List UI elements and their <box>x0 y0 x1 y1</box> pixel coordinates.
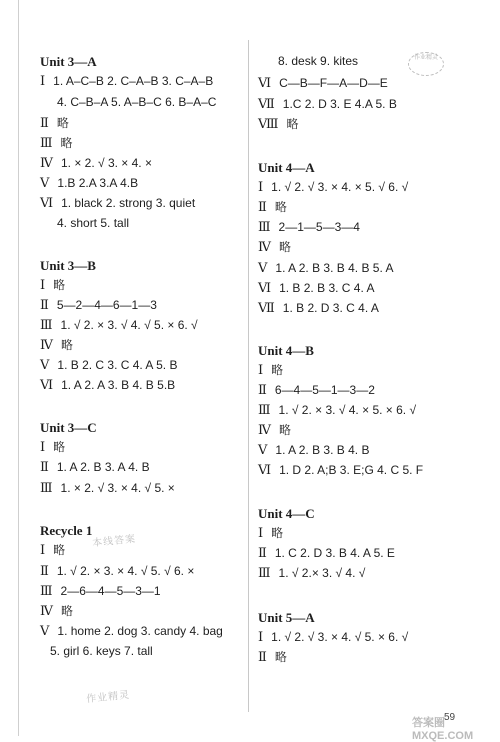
answer-text: C—B—F—A—D—E <box>279 76 388 90</box>
r1-part5-line1 <box>40 624 223 638</box>
r1-part1 <box>40 543 65 557</box>
r1-part4 <box>40 604 73 618</box>
answer-text: 略 <box>279 240 292 254</box>
answer-text: 1. A 2. A 3. B 4. B 5.B <box>61 378 176 392</box>
u4a-part7 <box>258 301 379 315</box>
answer-text: 1. √ 2. × 3. √ 4. √ 5. × 6. √ <box>60 318 198 332</box>
r1-part3 <box>40 584 161 598</box>
roman-numeral: Ⅴ <box>258 260 268 275</box>
answer-text: 1. black 2. strong 3. quiet <box>61 196 196 210</box>
answer-text: 略 <box>274 650 287 664</box>
roman-numeral: Ⅷ <box>258 116 279 131</box>
u4b-part1 <box>258 363 283 377</box>
roman-numeral: Ⅲ <box>40 135 53 150</box>
u3a-part2 <box>40 116 69 130</box>
u4a-part3 <box>258 220 360 234</box>
page-binding-edge <box>18 0 19 736</box>
roman-numeral: Ⅲ <box>40 317 53 332</box>
cont-part6 <box>258 76 388 90</box>
watermark-stamp <box>408 52 444 76</box>
roman-numeral: Ⅱ <box>40 459 49 474</box>
unit-5a-title: Unit 5—A <box>258 610 315 625</box>
u3a-part4 <box>40 156 152 170</box>
u4a-part6 <box>258 281 374 295</box>
roman-numeral: Ⅴ <box>40 357 50 372</box>
roman-numeral: Ⅰ <box>40 439 46 454</box>
u3b-part3 <box>40 318 198 332</box>
u4b-part5 <box>258 443 369 457</box>
answer-text: 略 <box>61 338 74 352</box>
answer-text: 1. × 2. √ 3. × 4. √ 5. × <box>60 481 175 495</box>
roman-numeral: Ⅰ <box>258 362 264 377</box>
roman-numeral: Ⅳ <box>40 155 53 170</box>
u5a-part2 <box>258 650 287 664</box>
u4b-part3 <box>258 403 416 417</box>
recycle-1-title: Recycle 1 <box>40 523 93 538</box>
roman-numeral: Ⅱ <box>40 115 49 130</box>
answer-text: 1.C 2. D 3. E 4.A 5. B <box>282 97 397 111</box>
answer-text: 1. A 2. B 3. B 4. B <box>275 443 370 457</box>
roman-numeral: Ⅵ <box>258 280 272 295</box>
u3b-part6 <box>40 378 175 392</box>
roman-numeral: Ⅱ <box>40 297 49 312</box>
roman-numeral: Ⅳ <box>258 239 271 254</box>
roman-numeral: Ⅰ <box>258 525 264 540</box>
u3c-part3 <box>40 481 175 495</box>
u3a-part1-line2: 4. C–B–A 5. A–B–C 6. B–A–C <box>57 95 217 109</box>
roman-numeral: Ⅱ <box>40 563 49 578</box>
roman-numeral: Ⅱ <box>258 199 267 214</box>
answer-text: 2—1—5—3—4 <box>278 220 360 234</box>
roman-numeral: Ⅶ <box>258 300 275 315</box>
answer-text: 1. × 2. √ 3. × 4. × <box>61 156 152 170</box>
answer-text: 1. √ 2. √ 3. × 4. √ 5. × 6. √ <box>271 630 409 644</box>
roman-numeral: Ⅰ <box>40 73 46 88</box>
roman-numeral: Ⅵ <box>40 195 54 210</box>
u4b-part4 <box>258 423 291 437</box>
answer-text: 略 <box>274 200 287 214</box>
page-number: 59 <box>444 712 456 723</box>
roman-numeral: Ⅵ <box>258 75 272 90</box>
u4c-part2 <box>258 546 395 560</box>
roman-numeral: Ⅲ <box>40 480 53 495</box>
u3a-part3 <box>40 136 73 150</box>
answer-text: 略 <box>53 440 66 454</box>
roman-numeral: Ⅰ <box>40 542 46 557</box>
cont-part7 <box>258 97 397 111</box>
u4a-part5 <box>258 261 393 275</box>
answer-text: 略 <box>271 526 284 540</box>
roman-numeral: Ⅱ <box>258 649 267 664</box>
roman-numeral: Ⅳ <box>40 603 53 618</box>
answer-text: 略 <box>53 543 66 557</box>
roman-numeral: Ⅴ <box>40 623 50 638</box>
roman-numeral: Ⅱ <box>258 382 267 397</box>
answer-text: 略 <box>279 423 292 437</box>
roman-numeral: Ⅲ <box>258 565 271 580</box>
answer-text: 1. B 2. D 3. C 4. A <box>282 301 379 315</box>
roman-numeral: Ⅵ <box>40 377 54 392</box>
roman-numeral: Ⅱ <box>258 545 267 560</box>
answer-text: 略 <box>56 116 69 130</box>
unit-3a-title: Unit 3—A <box>40 54 97 69</box>
answer-text: 1. A 2. B 3. B 4. B 5. A <box>275 261 394 275</box>
answer-text: 1. B 2. B 3. C 4. A <box>279 281 375 295</box>
roman-numeral: Ⅲ <box>258 219 271 234</box>
answer-text: 6—4—5—1—3—2 <box>274 383 375 397</box>
answer-text: 1. √ 2. × 3. √ 4. × 5. × 6. √ <box>278 403 417 417</box>
u5a-part1 <box>258 630 408 644</box>
u4a-part4 <box>258 240 291 254</box>
answer-text: 略 <box>53 278 66 292</box>
r1-part2 <box>40 564 194 578</box>
answer-text: 1. home 2. dog 3. candy 4. bag <box>57 624 223 638</box>
u4a-part1 <box>258 180 408 194</box>
roman-numeral: Ⅳ <box>258 422 271 437</box>
answer-text: 1. A 2. B 3. A 4. B <box>56 460 150 474</box>
u3a-part1-line1 <box>40 74 213 88</box>
answer-text: 略 <box>271 363 284 377</box>
logo-text: 答案圈 MXQE.COM <box>412 717 474 742</box>
roman-numeral: Ⅲ <box>40 583 53 598</box>
u3a-part6-line2: 4. short 5. tall <box>57 216 130 230</box>
u3a-part5 <box>40 176 138 190</box>
unit-3b-title: Unit 3—B <box>40 258 96 273</box>
u3b-part1 <box>40 278 65 292</box>
answer-text: 1.B 2.A 3.A 4.B <box>57 176 139 190</box>
column-divider <box>248 40 249 712</box>
answer-text: 5—2—4—6—1—3 <box>56 298 157 312</box>
watermark-text: 本线答案 <box>91 533 137 550</box>
u3a-part6-line1 <box>40 196 195 210</box>
u3b-part2 <box>40 298 157 312</box>
u4c-part3 <box>258 566 365 580</box>
roman-numeral: Ⅰ <box>258 629 264 644</box>
answer-text: 1. √ 2.× 3. √ 4. √ <box>278 566 366 580</box>
watermark-text: 作业精灵 <box>85 689 131 706</box>
answer-text: 1. B 2. C 3. C 4. A 5. B <box>57 358 178 372</box>
r1-part5-line2: 5. girl 6. keys 7. tall <box>50 644 153 658</box>
roman-numeral: Ⅰ <box>258 179 264 194</box>
stamp-text: 作业精灵 <box>413 55 438 61</box>
answer-text: 2—6—4—5—3—1 <box>60 584 161 598</box>
roman-numeral: Ⅴ <box>258 442 268 457</box>
unit-4a-title: Unit 4—A <box>258 160 315 175</box>
u4b-part2 <box>258 383 375 397</box>
roman-numeral: Ⅵ <box>258 462 272 477</box>
answer-text: 1. √ 2. × 3. × 4. √ 5. √ 6. × <box>56 564 195 578</box>
roman-numeral: Ⅴ <box>40 175 50 190</box>
u3c-part1 <box>40 440 65 454</box>
answer-text: 1. A–C–B 2. C–A–B 3. C–A–B <box>53 74 214 88</box>
answer-text: 1. C 2. D 3. B 4. A 5. E <box>274 546 395 560</box>
u3b-part4-a <box>40 338 73 352</box>
continued-line: 8. desk 9. kites <box>278 54 359 68</box>
u4b-part6 <box>258 463 423 477</box>
roman-numeral: Ⅲ <box>258 402 271 417</box>
answer-text: 略 <box>61 604 74 618</box>
u3c-part2 <box>40 460 150 474</box>
unit-3c-title: Unit 3—C <box>40 420 97 435</box>
u4a-part2 <box>258 200 287 214</box>
cont-part8 <box>258 117 299 131</box>
roman-numeral: Ⅶ <box>258 96 275 111</box>
unit-4b-title: Unit 4—B <box>258 343 314 358</box>
answer-text: 略 <box>60 136 73 150</box>
u3b-part5 <box>40 358 177 372</box>
roman-numeral: Ⅰ <box>40 277 46 292</box>
watermark-logo <box>408 714 496 742</box>
answer-text: 1. D 2. A;B 3. E;G 4. C 5. F <box>279 463 424 477</box>
answer-text: 1. √ 2. √ 3. × 4. × 5. √ 6. √ <box>271 180 409 194</box>
unit-4c-title: Unit 4—C <box>258 506 315 521</box>
answer-text: 略 <box>286 117 299 131</box>
roman-numeral: Ⅳ <box>40 337 53 352</box>
u4c-part1 <box>258 526 283 540</box>
